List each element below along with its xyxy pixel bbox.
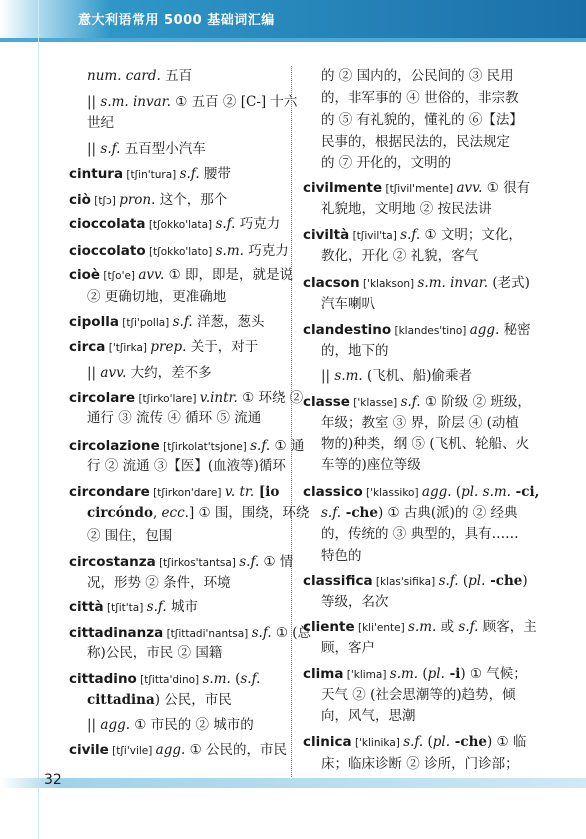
phonetic: [tʃokko'lata] [145, 219, 216, 231]
dictionary-line [303, 664, 527, 685]
definition-text: ( [230, 671, 241, 687]
headword: cipolla [69, 314, 119, 330]
definition-text: 向，风气，思潮 [321, 708, 416, 724]
dictionary-line [321, 88, 519, 108]
definition-text: ② 围住，包围 [87, 528, 173, 544]
dictionary-line [69, 623, 311, 644]
dictionary-line [321, 434, 529, 454]
definition-text: 洋葱，葱头 [192, 314, 265, 330]
part-of-speech: s.f. [321, 505, 342, 521]
definition-text: [ [254, 484, 266, 500]
part-of-speech: v. tr. [224, 484, 255, 500]
definition-text: ① (总 [271, 625, 312, 641]
headword: civile [69, 742, 109, 758]
headword: clinica [303, 734, 352, 750]
headword: civilmente [303, 180, 383, 196]
definition-text: ) ① 气候； [460, 666, 527, 682]
definition-text: ① 市民的 ② 城市的 [130, 717, 254, 733]
dictionary-line [69, 190, 227, 211]
dictionary-line [321, 153, 451, 173]
dictionary-line [321, 524, 519, 544]
definition-text: 汽车喇叭 [321, 296, 375, 312]
dictionary-line [69, 164, 231, 185]
part-of-speech: pron. [119, 192, 156, 208]
headword: cintura [69, 166, 124, 182]
dictionary-line [87, 503, 309, 523]
part-of-speech: s.f. [438, 573, 459, 589]
dictionary-line [69, 436, 304, 457]
dictionary-line [321, 110, 523, 130]
definition-text: 通行 ③ 流传 ④ 循环 ⑤ 流通 [87, 410, 262, 426]
dictionary-line [69, 552, 293, 573]
dictionary-line [303, 732, 526, 753]
definition-text: io [265, 484, 280, 500]
footer-band [0, 778, 586, 788]
definition-text: 秘密 [499, 322, 531, 338]
phonetic: [tʃirkolat'tsjone] [159, 441, 251, 453]
dictionary-line [321, 638, 375, 658]
dictionary-line [87, 715, 254, 735]
phonetic: [tʃittadi'nantsa] [163, 628, 252, 640]
definition-text: -che [341, 505, 378, 521]
header-banner [0, 0, 586, 38]
dictionary-line [303, 225, 522, 246]
phonetic: [tʃirkos'tantsa] [155, 557, 240, 569]
phonetic: [tʃin'tura] [123, 169, 180, 181]
definition-text: || [321, 368, 335, 384]
definition-text: ) ① 临 [486, 734, 527, 750]
part-of-speech: v.intr. [199, 390, 238, 406]
dictionary-line [321, 132, 510, 152]
definition-text: 教化，开化 ② 礼貌，客气 [321, 248, 479, 264]
headword: cioè [69, 267, 101, 283]
part-of-speech: agg. [100, 717, 131, 733]
phonetic: [tʃi'vile] [108, 745, 156, 757]
part-of-speech: s.f. [250, 438, 271, 454]
definition-text: ① 五百 ② [C-] 十六 [170, 94, 298, 110]
dictionary-line [303, 320, 531, 341]
phonetic: ['klassiko] [362, 487, 422, 499]
definition-text: 的 ⑤ 有礼貌的，懂礼的 ⑥【法】 [321, 112, 523, 128]
definition-text: -che [485, 573, 523, 589]
part-of-speech: avv. [100, 365, 127, 381]
definition-text: ① 情 [259, 554, 294, 570]
part-of-speech: s.f. [172, 314, 193, 330]
dictionary-line [87, 690, 232, 710]
definition-text: 关于，对于 [186, 339, 259, 355]
part-of-speech: s.m. [334, 368, 363, 384]
dictionary-line [321, 294, 375, 314]
definition-text: ( [418, 666, 428, 682]
margin-rule [38, 0, 39, 839]
phonetic: [tʃirkon'dare] [149, 487, 225, 499]
dictionary-line [69, 312, 264, 333]
definition-text: 巧克力 [243, 243, 289, 259]
dictionary-line [321, 413, 519, 433]
definition-text: 物的)种类，纲 ⑤ (飞机、轮船、火 [321, 436, 530, 452]
part-of-speech: s.f. [251, 625, 272, 641]
part-of-speech: s.f. [400, 394, 421, 410]
definition-text: ① 公民的，市民 [185, 742, 287, 758]
definition-text: 五百 [160, 68, 193, 84]
definition-text: ② 更确切地，更准确地 [87, 289, 227, 305]
part-of-speech: s.f. [146, 599, 167, 615]
definition-text: 的，地下的 [321, 343, 389, 359]
part-of-speech: pl. [468, 573, 486, 589]
dictionary-line [321, 754, 519, 774]
phonetic: [klandes'tino] [391, 325, 470, 337]
headword: cioccolata [69, 216, 146, 232]
phonetic: [tʃirko'lare] [135, 393, 200, 405]
dictionary-line [69, 669, 260, 690]
part-of-speech: s.m. [215, 243, 244, 259]
phonetic: ['tʃirka] [105, 342, 151, 354]
phonetic: [tʃitta'dino] [136, 674, 203, 686]
headword: cliente [303, 619, 355, 635]
definition-text: ① 文明；文化， [420, 227, 522, 243]
headword: cioccolato [69, 243, 146, 259]
definition-text: ① 通 [270, 438, 305, 454]
definition-text: 况，形势 ② 条件，环境 [87, 575, 231, 591]
part-of-speech: pl. s.m. [461, 484, 511, 500]
definition-text: ) ① 古典(派)的 ② 经典 [377, 505, 518, 521]
part-of-speech: s.m. [408, 619, 437, 635]
dictionary-line [321, 199, 492, 219]
phonetic: [tʃokko'lato] [145, 246, 216, 258]
definition-text: 床；临床诊断 ② 诊所，门诊部； [321, 756, 519, 772]
definition-text: 年级；教室 ③ 界，阶层 ④ (动植 [321, 415, 519, 431]
part-of-speech: s.m. [389, 666, 419, 682]
part-of-speech: s.m. [202, 671, 231, 687]
part-of-speech: s.m. invar. [100, 94, 171, 110]
part-of-speech: pl. [427, 666, 445, 682]
part-of-speech: agg. [469, 322, 500, 338]
definition-text: 或 [436, 619, 459, 635]
headword: città [69, 599, 104, 615]
part-of-speech: s.f. [403, 734, 424, 750]
headword: clandestino [303, 322, 392, 338]
dictionary-line [69, 482, 279, 503]
part-of-speech: s.f. [100, 141, 121, 157]
dictionary-line [69, 597, 198, 618]
dictionary-line [87, 363, 212, 383]
definition-text: 天气 ② (社会思潮等的)趋势，倾 [321, 687, 516, 703]
headword: ciò [69, 192, 91, 208]
definition-text: 礼貌地，文明地 ② 按民法讲 [321, 201, 492, 217]
headword: clacson [303, 275, 360, 291]
definition-text: || [87, 141, 101, 157]
dictionary-line [87, 573, 231, 593]
part-of-speech: s.f. [458, 619, 479, 635]
dictionary-line [87, 113, 114, 133]
part-of-speech: agg. [421, 484, 452, 500]
definition-text: , [152, 505, 162, 521]
phonetic: [tʃo'e] [100, 270, 139, 282]
headword: circolazione [69, 438, 160, 454]
definition-text: 的 ⑦ 开化的，文明的 [321, 155, 452, 171]
definition-text: 等级，名次 [321, 594, 389, 610]
definition-text: 城市 [166, 599, 198, 615]
headword: clima [303, 666, 344, 682]
definition-text: ① 即，即是，就是说 [164, 267, 294, 283]
definition-text: ① 很有 [482, 180, 531, 196]
dictionary-line [303, 392, 531, 413]
definition-text: cittadina [87, 692, 155, 708]
headword: civiltà [303, 227, 350, 243]
part-of-speech: pl. [432, 734, 451, 750]
dictionary-line [87, 643, 222, 663]
definition-text: ( [451, 484, 462, 500]
phonetic: [tʃit'ta] [103, 602, 147, 614]
definition-text: || [87, 365, 101, 381]
headword: classe [303, 394, 350, 410]
definition-text: ) [522, 573, 528, 589]
part-of-speech: s.f. [400, 227, 421, 243]
page-number: 32 [44, 772, 62, 788]
definition-text: 腰带 [199, 166, 231, 182]
definition-text: -ci, [510, 484, 540, 500]
definition-text: 车等的)座位等级 [321, 457, 421, 473]
dictionary-line [87, 139, 206, 159]
dictionary-line [321, 66, 514, 86]
definition-text: 的，传统的 ③ 典型的，具有…… [321, 526, 519, 542]
phonetic: [tʃi'polla] [118, 317, 173, 329]
definition-text: || [87, 717, 101, 733]
definition-text: (飞机、船)偷乘者 [362, 368, 473, 384]
dictionary-line [69, 740, 287, 761]
phonetic: [tʃivil'ta] [349, 230, 401, 242]
definition-text: 巧克力 [235, 216, 281, 232]
phonetic: ['klinika] [351, 737, 404, 749]
dictionary-line [303, 482, 539, 503]
part-of-speech: agg. [155, 742, 186, 758]
dictionary-line [69, 241, 289, 262]
definition-text: 五百型小汽车 [120, 141, 206, 157]
part-of-speech: avv. [138, 267, 165, 283]
dictionary-line [321, 546, 362, 566]
definition-text: ( [458, 573, 469, 589]
dictionary-line [321, 592, 389, 612]
part-of-speech: s.f. [240, 671, 261, 687]
dictionary-line [69, 214, 280, 235]
dictionary-line [303, 273, 530, 294]
part-of-speech: prep. [150, 339, 187, 355]
definition-text: ① 阶级 ② 班级， [420, 394, 531, 410]
phonetic: ['klakson] [359, 278, 418, 290]
dictionary-line [87, 66, 192, 86]
part-of-speech: ecc. [161, 505, 189, 521]
headword: circostanza [69, 554, 156, 570]
definition-text: ① 环绕 ② [237, 390, 304, 406]
definition-text: -che [450, 734, 487, 750]
dictionary-line [321, 503, 518, 523]
phonetic: ['klima] [343, 669, 390, 681]
dictionary-line [87, 408, 261, 428]
dictionary-line [303, 617, 537, 638]
headword: classifica [303, 573, 373, 589]
dictionary-line [303, 178, 530, 199]
dictionary-line [69, 388, 303, 409]
headword: circolare [69, 390, 136, 406]
definition-text: ) 公民，市民 [154, 692, 232, 708]
dictionary-line [321, 685, 516, 705]
headword: classico [303, 484, 363, 500]
definition-text: || [87, 94, 101, 110]
definition-text: -i [444, 666, 461, 682]
phonetic: [klas'sifika] [372, 576, 439, 588]
dictionary-line [321, 341, 389, 361]
column-divider [291, 66, 292, 781]
phonetic: ['klasse] [349, 397, 401, 409]
definition-text: circóndo [87, 505, 153, 521]
dictionary-line [321, 366, 472, 386]
dictionary-line [321, 706, 416, 726]
definition-text: 的，非军事的 ④ 世俗的，非宗教 [321, 90, 519, 106]
definition-text: 顾，客户 [321, 640, 375, 656]
definition-text: 这个，那个 [155, 192, 228, 208]
part-of-speech: s.m. invar. [417, 275, 489, 291]
dictionary-line [87, 526, 172, 546]
header-stripe [0, 38, 586, 42]
headword: circa [69, 339, 106, 355]
dictionary-line [321, 455, 421, 475]
part-of-speech: s.f. [215, 216, 236, 232]
phonetic: [tʃivil'mente] [382, 183, 457, 195]
book-title: 意大利语常用 5000 基础词汇编 [78, 13, 275, 28]
definition-text: 大约，差不多 [126, 365, 212, 381]
part-of-speech: s.f. [239, 554, 260, 570]
dictionary-line [87, 287, 226, 307]
definition-text: (老式) [488, 275, 530, 291]
dictionary-line [321, 246, 478, 266]
definition-text: 民事的，根据民法的，民法规定 [321, 134, 510, 150]
definition-text: 称)公民，市民 ② 国籍 [87, 645, 223, 661]
definition-text: 的 ② 国内的，公民间的 ③ 民用 [321, 68, 514, 84]
dictionary-line [69, 337, 258, 358]
dictionary-line [87, 456, 286, 476]
definition-text: ( [423, 734, 433, 750]
headword: circondare [69, 484, 150, 500]
dictionary-line [87, 92, 297, 112]
definition-text: 顾客，主 [478, 619, 537, 635]
definition-text: 特色的 [321, 548, 362, 564]
headword: cittadinanza [69, 625, 164, 641]
part-of-speech: s.f. [179, 166, 200, 182]
part-of-speech: avv. [456, 180, 483, 196]
definition-text: 世纪 [87, 115, 114, 131]
definition-text: ] ① 围，围绕，环绕 [188, 505, 310, 521]
phonetic: [kli'ente] [354, 622, 409, 634]
dictionary-line [69, 265, 293, 286]
headword: cittadino [69, 671, 137, 687]
part-of-speech: num. card. [87, 68, 161, 84]
dictionary-line [303, 571, 528, 592]
phonetic: [tʃɔ] [90, 195, 120, 207]
definition-text: 行 ② 流通 ③【医】(血液等)循环 [87, 458, 286, 474]
